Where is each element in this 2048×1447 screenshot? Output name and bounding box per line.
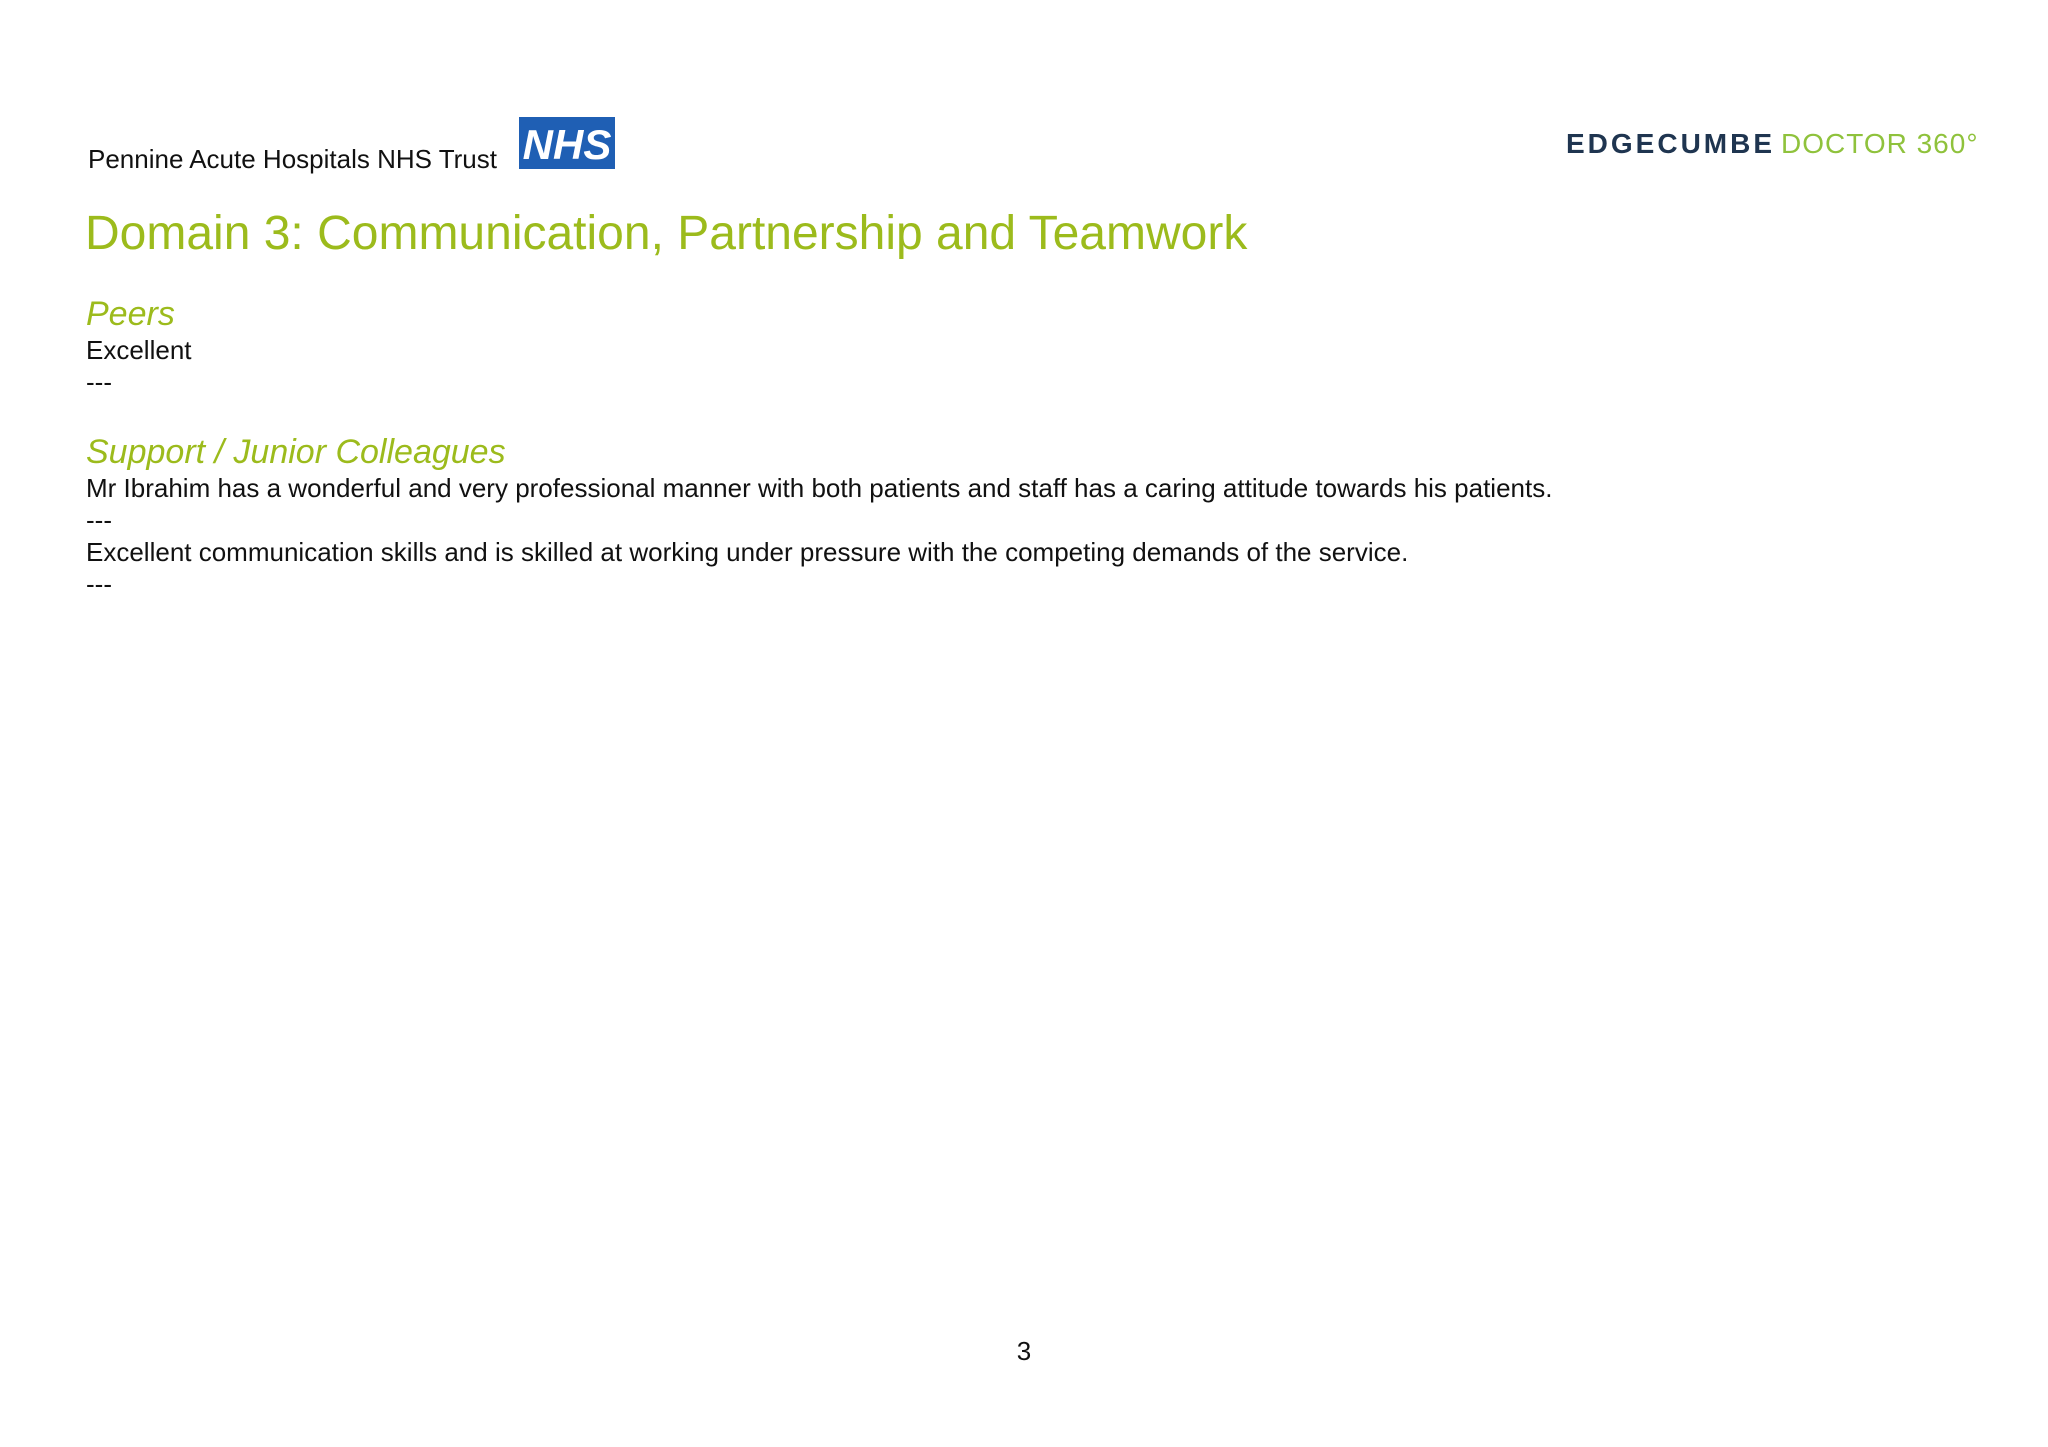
- separator-line: ---: [86, 505, 112, 535]
- section-heading: Support / Junior Colleagues: [86, 433, 506, 471]
- nhs-logo: [519, 117, 615, 169]
- nhs-logo-text: NHS: [522, 121, 612, 168]
- brand-logo-edgecumbe: EDGECUMBE: [1566, 128, 1776, 159]
- brand-logo-doctor-360: DOCTOR 360°: [1781, 128, 1979, 159]
- comment-line: Excellent: [86, 335, 192, 365]
- separator-line: ---: [86, 367, 112, 397]
- section-heading: Peers: [86, 295, 175, 333]
- trust-name: Pennine Acute Hospitals NHS Trust: [88, 144, 497, 174]
- section-peers: [86, 294, 192, 398]
- comment-line: Mr Ibrahim has a wonderful and very professional manner with both patients and staff has a caring attitude towards his patients.: [86, 473, 1553, 503]
- section-support-junior-colleagues: [86, 432, 1552, 600]
- page-number: 3: [1016, 1336, 1032, 1366]
- separator-line: ---: [86, 569, 112, 599]
- comment-line: Excellent communication skills and is skilled at working under pressure with the competing demands of the service.: [86, 537, 1409, 567]
- domain-title: Domain 3: Communication, Partnership and Teamwork: [85, 207, 1248, 260]
- edgecumbe-doctor-360-logo: [1566, 124, 1979, 164]
